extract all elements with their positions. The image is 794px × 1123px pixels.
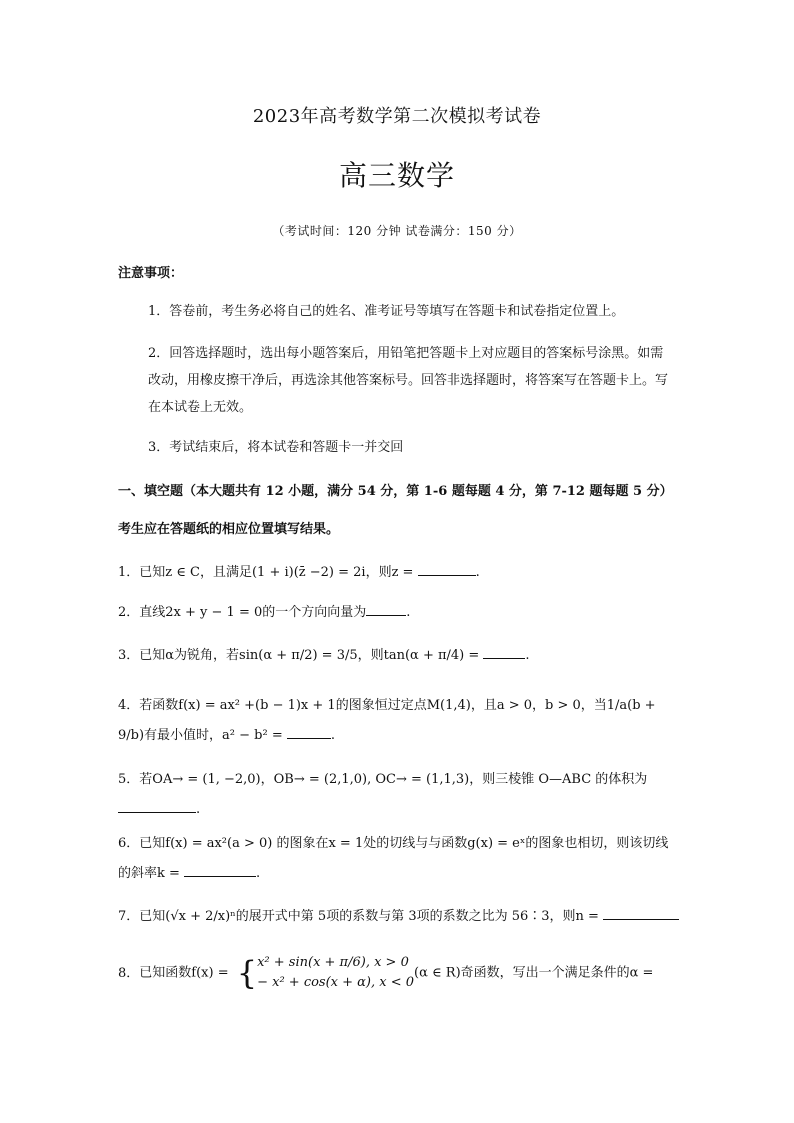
question-text: 已知(√x + 2/x)ⁿ的展开式中第 5项的系数与第 3项的系数之比为 56∶3，则n = xyxy=(139,909,604,924)
notice-item: 3．考试结束后，将本试卷和答题卡一并交回 xyxy=(148,440,404,455)
notice-title: 注意事项： xyxy=(118,266,184,281)
section-note: 考生应在答题纸的相应位置填写结果。 xyxy=(118,522,340,537)
question-text: 若函数f(x) = ax² +(b − 1)x + 1的图象恒过定点M(1,4)，且a > 0，b > 0，当1/a(b + 9/b)有最小值时，a² − b² = xyxy=(118,698,656,743)
question-number: 6． xyxy=(118,836,140,851)
question-2: 2．直线2x + y − 1 = 0的一个方向向量为 . xyxy=(118,601,678,623)
piecewise-function xyxy=(237,953,414,993)
question-6: 6．已知f(x) = ax²(a > 0) 的图象在x = 1处的切线与与函数g(x) = eˣ的图象也相切，则该切线的斜率k = . xyxy=(118,829,678,889)
question-text-before: 已知函数f(x) = xyxy=(139,965,233,981)
question-number: 8． xyxy=(118,965,140,981)
piecewise-case-1: x² + sin(x + π/6), x > 0 xyxy=(257,955,409,970)
question-text-after: (α ∈ R)奇函数，写出一个满足条件的α = xyxy=(414,965,654,981)
question-7 xyxy=(118,905,678,927)
brace-symbol: { xyxy=(236,954,258,992)
exam-info: （考试时间：120 分钟 试卷满分：150 分） xyxy=(272,224,522,238)
piecewise-case-2: − x² + cos(x + α), x < 0 xyxy=(257,975,415,990)
question-text: 已知z ∈ C，且满足(1 + i)(z̄ −2) = 2i，则z = xyxy=(139,565,418,580)
question-number: 7． xyxy=(118,909,140,924)
question-number: 1． xyxy=(118,565,140,580)
answer-blank[interactable] xyxy=(418,561,476,576)
question-3: 3．已知α为锐角，若sin(α + π/2) = 3/5，则tan(α + π/4) = . xyxy=(118,644,678,666)
answer-blank[interactable] xyxy=(603,905,679,920)
question-5: 5．若OA→ = (1, −2,0)，OB→ = (2,1,0), OC→ = (1,1,3)，则三棱锥 O—ABC 的体积为 . xyxy=(118,765,678,825)
question-text: 直线2x + y − 1 = 0的一个方向向量为 xyxy=(139,605,367,620)
subject-title: 高三数学 xyxy=(338,159,455,192)
exam-title: 2023年高考数学第二次模拟考试卷 xyxy=(252,106,542,127)
question-8 xyxy=(118,953,678,993)
answer-blank[interactable] xyxy=(118,798,196,813)
answer-blank[interactable] xyxy=(483,644,525,659)
question-text: 若OA→ = (1, −2,0)，OB→ = (2,1,0), OC→ = (1,1,3)，则三棱锥 O—ABC 的体积为 xyxy=(139,772,648,787)
question-number: 5． xyxy=(118,772,140,787)
question-number: 2． xyxy=(118,605,140,620)
answer-blank[interactable] xyxy=(287,724,331,739)
question-1: 1．已知z ∈ C，且满足(1 + i)(z̄ −2) = 2i，则z = . xyxy=(118,561,678,583)
question-text: 已知α为锐角，若sin(α + π/2) = 3/5，则tan(α + π/4) = xyxy=(139,648,484,663)
notice-item: 1．答卷前，考生务必将自己的姓名、准考证号等填写在答题卡和试卷指定位置上。 xyxy=(148,304,625,319)
question-4: 4．若函数f(x) = ax² +(b − 1)x + 1的图象恒过定点M(1,4)，且a > 0，b > 0，当1/a(b + 9/b)有最小值时，a² − b² = . xyxy=(118,691,678,751)
answer-blank[interactable] xyxy=(184,862,256,877)
notice-item: 2．回答选择题时，选出每小题答案后，用铅笔把答题卡上对应题目的答案标号涂黑。如需改动，用橡皮擦干净后，再选涂其他答案标号。回答非选择题时，将答案写在答题卡上。写在本试卷上无效。 xyxy=(148,346,669,415)
answer-blank[interactable] xyxy=(366,601,406,616)
question-number: 4． xyxy=(118,698,140,713)
section-heading: 一、填空题（本大题共有 12 小题，满分 54 分，第 1-6 题每题 4 分，第 7-12 题每题 5 分） xyxy=(118,484,673,499)
question-text: 已知f(x) = ax²(a > 0) 的图象在x = 1处的切线与与函数g(x) = eˣ的图象也相切，则该切线的斜率k = xyxy=(118,836,669,881)
piecewise-cases xyxy=(257,953,414,993)
question-number: 3． xyxy=(118,648,140,663)
